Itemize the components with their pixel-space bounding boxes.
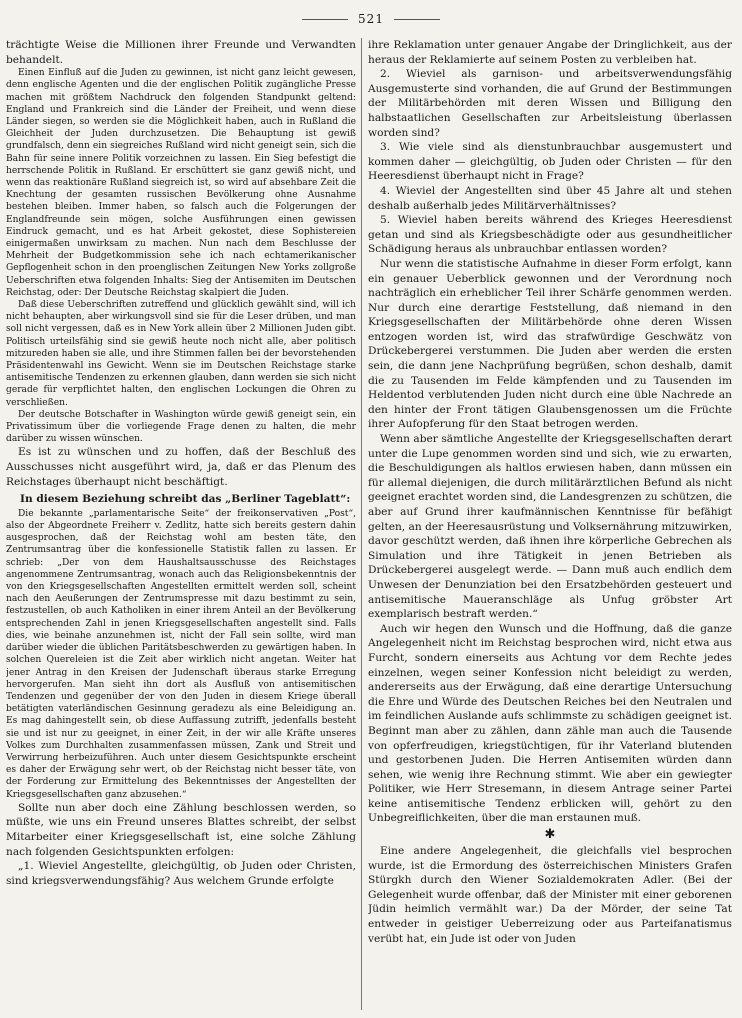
- quotation: Die bekannte „parlamentarische Seite“ der freikonservativen „Post“, also der Abgeordnete Freiherr v. Zedlitz, hatte sich bereits gestern dahin ausgesprochen, daß der Reichstag wohl am besten täte, den Zentrumsantrag über die konfessionelle Statistik fallen zu lassen. Er schrieb: „Der von dem Haushaltsausschusse des Reichstages angenommene Zentrumsantrag, wonach auch das Religionsbekenntnis der von den Kriegsgesellschaften Angestellten ermittelt werden soll, scheint nach den Aeußerungen der Zentrumspresse mit dazu bestimmt zu sein, festzustellen, ob auch Katholiken in einer ihrem Anteil an der Bevölkerung entsprechenden Zahl in jenen Kriegsgesellschaften angestellt sind. Falls dies, wie beinahe anzunehmen ist, nicht der Fall sein sollte, wird man darüber wieder die üblichen Paritätsbeschwerden zu gewärtigen haben. In solchen Quereleien ist die Zeit aber wirklich nicht angetan. Weiter hat jener Antrag in den Kreisen der Judenschaft überaus starke Erregung hervorgerufen. Man sieht ihn dort als Ausfluß von antisemitischen Tendenzen und gegenüber der von den Juden in diesem Kriege überall betätigten vaterländischen Gesinnung geradezu als eine Beleidigung an. Es mag dahingestellt sein, ob diese Auffassung zutrifft, jedenfalls besteht sie und ist nur zu geeignet, in einer Zeit, in der wir alle Kräfte unseres Volkes zum Durchhalten zusammenfassen müssen, Zank und Streit und Verwirrung herbeizuführen. Auch unter diesem Gesichtspunkte erscheint es daher der Erwägung sehr wert, ob der Reichstag nicht besser täte, von der Forderung zur Ermittelung des Bekenntnisses der Angestellten der Kriegsgesellschaften ganz abzusehen.“: [6, 508, 356, 800]
- list-item: 4. Wieviel der Angestellten sind über 45 Jahre alt und stehen deshalb außerhalb jedes Militärverhältnisses?: [368, 184, 732, 212]
- section-heading: In diesem Beziehung schreibt das „Berliner Tageblatt“:: [20, 493, 351, 506]
- paragraph: Daß diese Ueberschriften zutreffend und glücklich gewählt sind, will ich nicht behaupten, aber wirkungsvoll sind sie für die Leser drüben, und man soll nicht vergessen, daß es in New York allein über 2 Millionen Juden gibt. Politisch urteilsfähig sind sie gewiß heute noch nicht alle, aber politisch mitzureden haben sie alle, und ihre Stimmen fallen bei der bevorstehenden Präsidentenwahl ins Gewicht. Wenn sie im Deutschen Reichstage starke antisemitische Tendenzen zu erkennen glauben, dann werden sie sich nicht gerade für verpflichtet halten, den englischen Lockungen die Ohren zu verschließen.: [6, 300, 356, 408]
- header-rule-right: [394, 19, 440, 20]
- paragraph: Einen Einfluß auf die Juden zu gewinnen, ist nicht ganz leicht gewesen, denn englische Agenten und die der englischen Politik zugängliche Presse machen mit größtem Nachdruck den folgenden Standpunkt geltend: England und Frankreich sind die Länder der Freiheit, und wenn diese Länder siegen, so werden sie die Möglichkeit haben, auch in Rußland die Gleichheit der Juden durchzusetzen. Die Behauptung ist gewiß grundfalsch, denn ein siegreiches Rußland wird nicht geneigt sein, sich die Bahn für seine innere Politik vorzeichnen zu lassen. Ein Sieg befestigt die herrschende Politik in Rußland. Er erschüttert sie ganz gewiß nicht, und wenn das reaktionäre Rußland siegreich ist, so wird auf absehbare Zeit die Knechtung der gesamten russischen Bevölkerung ohne Ausnahme bestehen bleiben. Immer haben, so falsch auch die Folgerungen der Englandfreunde sein mögen, solche Ausführungen einen gewissen Eindruck gemacht, und es hat Arbeit gekostet, diese Sophistereien einigermaßen unwirksam zu machen. Nun nach dem Beschlusse der Mehrheit der Budgetkommission sehe ich nach echtamerikanischer Gepflogenheit schon in den proenglischen Zeitungen New Yorks zollgroße Ueberschriften etwa folgenden Inhalts: Sieg der Antisemiten im Deutschen Reichstag, oder: Der Deutsche Reichstag skalpiert die Juden.: [6, 68, 356, 298]
- paragraph: Wenn aber sämtliche Angestellte der Kriegsgesellschaften derart unter die Lupe genommen worden sind und sich, wie zu erwarten, die Beschuldigungen als haltlos erwiesen haben, dann müssen ein für allemal diejenigen, die durch militärärztlichen Befund als nicht geeignet erachtet worden sind, die Landesgrenzen zu schützen, die aber auf Grund ihrer kaufmännischen Kenntnisse für befähigt gelten, an der Heeresausrüstung und Volksernährung mitzuwirken, davor geschützt werden, daß ihnen ihre körperliche Gebrechen als Simulation und ihre Tätigkeit in jenen Betrieben als Drückebergerei ausgelegt werde. — Dann muß auch endlich dem Unwesen der Denunziation bei den Ersatzbehörden gesteuert und antisemitische Maueranschläge als Unfug gröbster Art exemplarisch bestraft werden.“: [368, 433, 732, 621]
- header-rule-left: [302, 19, 348, 20]
- paragraph: Der deutsche Botschafter in Washington würde gewiß geneigt sein, ein Privatissimum über die vorliegende Frage denen zu halten, die mehr darüber zu wissen wünschen.: [6, 409, 356, 445]
- column-divider: [361, 38, 362, 1010]
- section-separator: ✱: [544, 827, 556, 843]
- paragraph: Nur wenn die statistische Aufnahme in dieser Form erfolgt, kann ein genauer Ueberblick gewonnen und der Verordnung noch nachträglich ein erheblicher Teil ihrer Schärfe genommen werden. Nur durch eine derartige Feststellung, daß niemand in den Kriegsgesellschaften der Militärbehörde ohne deren Wissen entzogen worden ist, wird das strafwürdige Geschwätz von Drückebergerei verstummen. Die Juden aber werden die ersten sein, die dann jene Nachprüfung begrüßen, schon deshalb, damit die zu Tausenden im Felde kämpfenden und zu Tausenden im Heldentod verblutenden Juden nicht durch eine üble Nachrede an den hinter der Front tätigen Glaubensgenossen um die Früchte ihrer Aufopferung für den Staat betrogen werden.: [368, 257, 732, 431]
- paragraph: Sollte nun aber doch eine Zählung beschlossen werden, so müßte, wie uns ein Freund unseres Blattes schreibt, der selbst Mitarbeiter einer Kriegsgesellschaft ist, eine solche Zählung nach folgenden Gesichtspunkten erfolgen:: [6, 801, 356, 858]
- right-column: [368, 38, 732, 1010]
- paragraph: ihre Reklamation unter genauer Angabe der Dringlichkeit, aus der heraus der Reklamierte auf seinem Posten zu verbleiben hat.: [368, 39, 732, 66]
- list-item: 5. Wieviel haben bereits während des Krieges Heeresdienst getan und sind als Kriegsbeschädigte oder aus gesundheitlicher Schädigung heraus als unbrauchbar entlassen worden?: [368, 214, 732, 256]
- question-list: [368, 67, 732, 257]
- paragraph: Es ist zu wünschen und zu hoffen, daß der Beschluß des Ausschusses nicht ausgeführt wird, ja, daß er das Plenum des Reichstages überhaupt nicht beschäftigt.: [6, 446, 356, 488]
- paragraph: Eine andere Angelegenheit, die gleichfalls viel besprochen wurde, ist die Ermordung des österreichischen Ministers Grafen Stürgkh durch den Wiener Sozialdemokraten Adler. (Bei der Gelegenheit wurde offenbar, daß der Minister mit einer geborenen Jüdin heimlich vermählt war.) Da der Mörder, der seine Tat entweder in geistiger Ueberreizung oder aus Parteifanatismus verübt hat, ein Jude ist oder von Juden: [368, 845, 732, 945]
- left-column: [6, 38, 356, 1010]
- list-item: „1. Wieviel Angestellte, gleichgültig, ob Juden oder Christen, sind kriegsverwendungsfähig? Aus welchem Grunde erfolgte: [6, 860, 356, 887]
- paragraph: trächtigte Weise die Millionen ihrer Freunde und Verwandten behandelt.: [6, 39, 356, 66]
- paragraph: Auch wir hegen den Wunsch und die Hoffnung, daß die ganze Angelegenheit nicht im Reichstag besprochen wird, nicht etwa aus Furcht, sondern einerseits aus Achtung vor dem Rechte jedes einzelnen, wegen seiner Konfession nicht beleidigt zu werden, andererseits aus der Erwägung, daß eine derartige Untersuchung die Ehre und Würde des Deutschen Reiches bei den Neutralen und im feindlichen Auslande aufs schlimmste zu schädigen geeignet ist. Beginnt man aber zu zählen, dann zähle man auch die Tausende von opferfreudigen, kriegstüchtigen, für ihr Vaterland blutenden und gestorbenen Juden. Die Herren Antisemiten würden dann sehen, wie wenig ihre Rechnung stimmt. Wie aber ein gewiegter Politiker, wie Herr Stresemann, in diesem Antrage seiner Partei keine antisemitische Tendenz erblicken will, gehört zu den Unbegreiflichkeiten, über die man erstaunen muß.: [368, 622, 732, 825]
- list-item: 2. Wieviel als garnison- und arbeitsverwendungsfähig Ausgemusterte sind vorhanden, die auf Grund der Bestimmungen der Militärbehörden mit deren Wissen und Billigung den halbstaatlichen Gesellschaften zur Arbeitsleistung überlassen worden sind?: [368, 68, 732, 139]
- page-number: 521: [358, 12, 384, 26]
- page-header: [0, 12, 742, 26]
- list-item: 3. Wie viele sind als dienstunbrauchbar ausgemustert und kommen daher — gleichgültig, ob Juden oder Christen — für den Heeresdienst überhaupt nicht in Frage?: [368, 141, 732, 183]
